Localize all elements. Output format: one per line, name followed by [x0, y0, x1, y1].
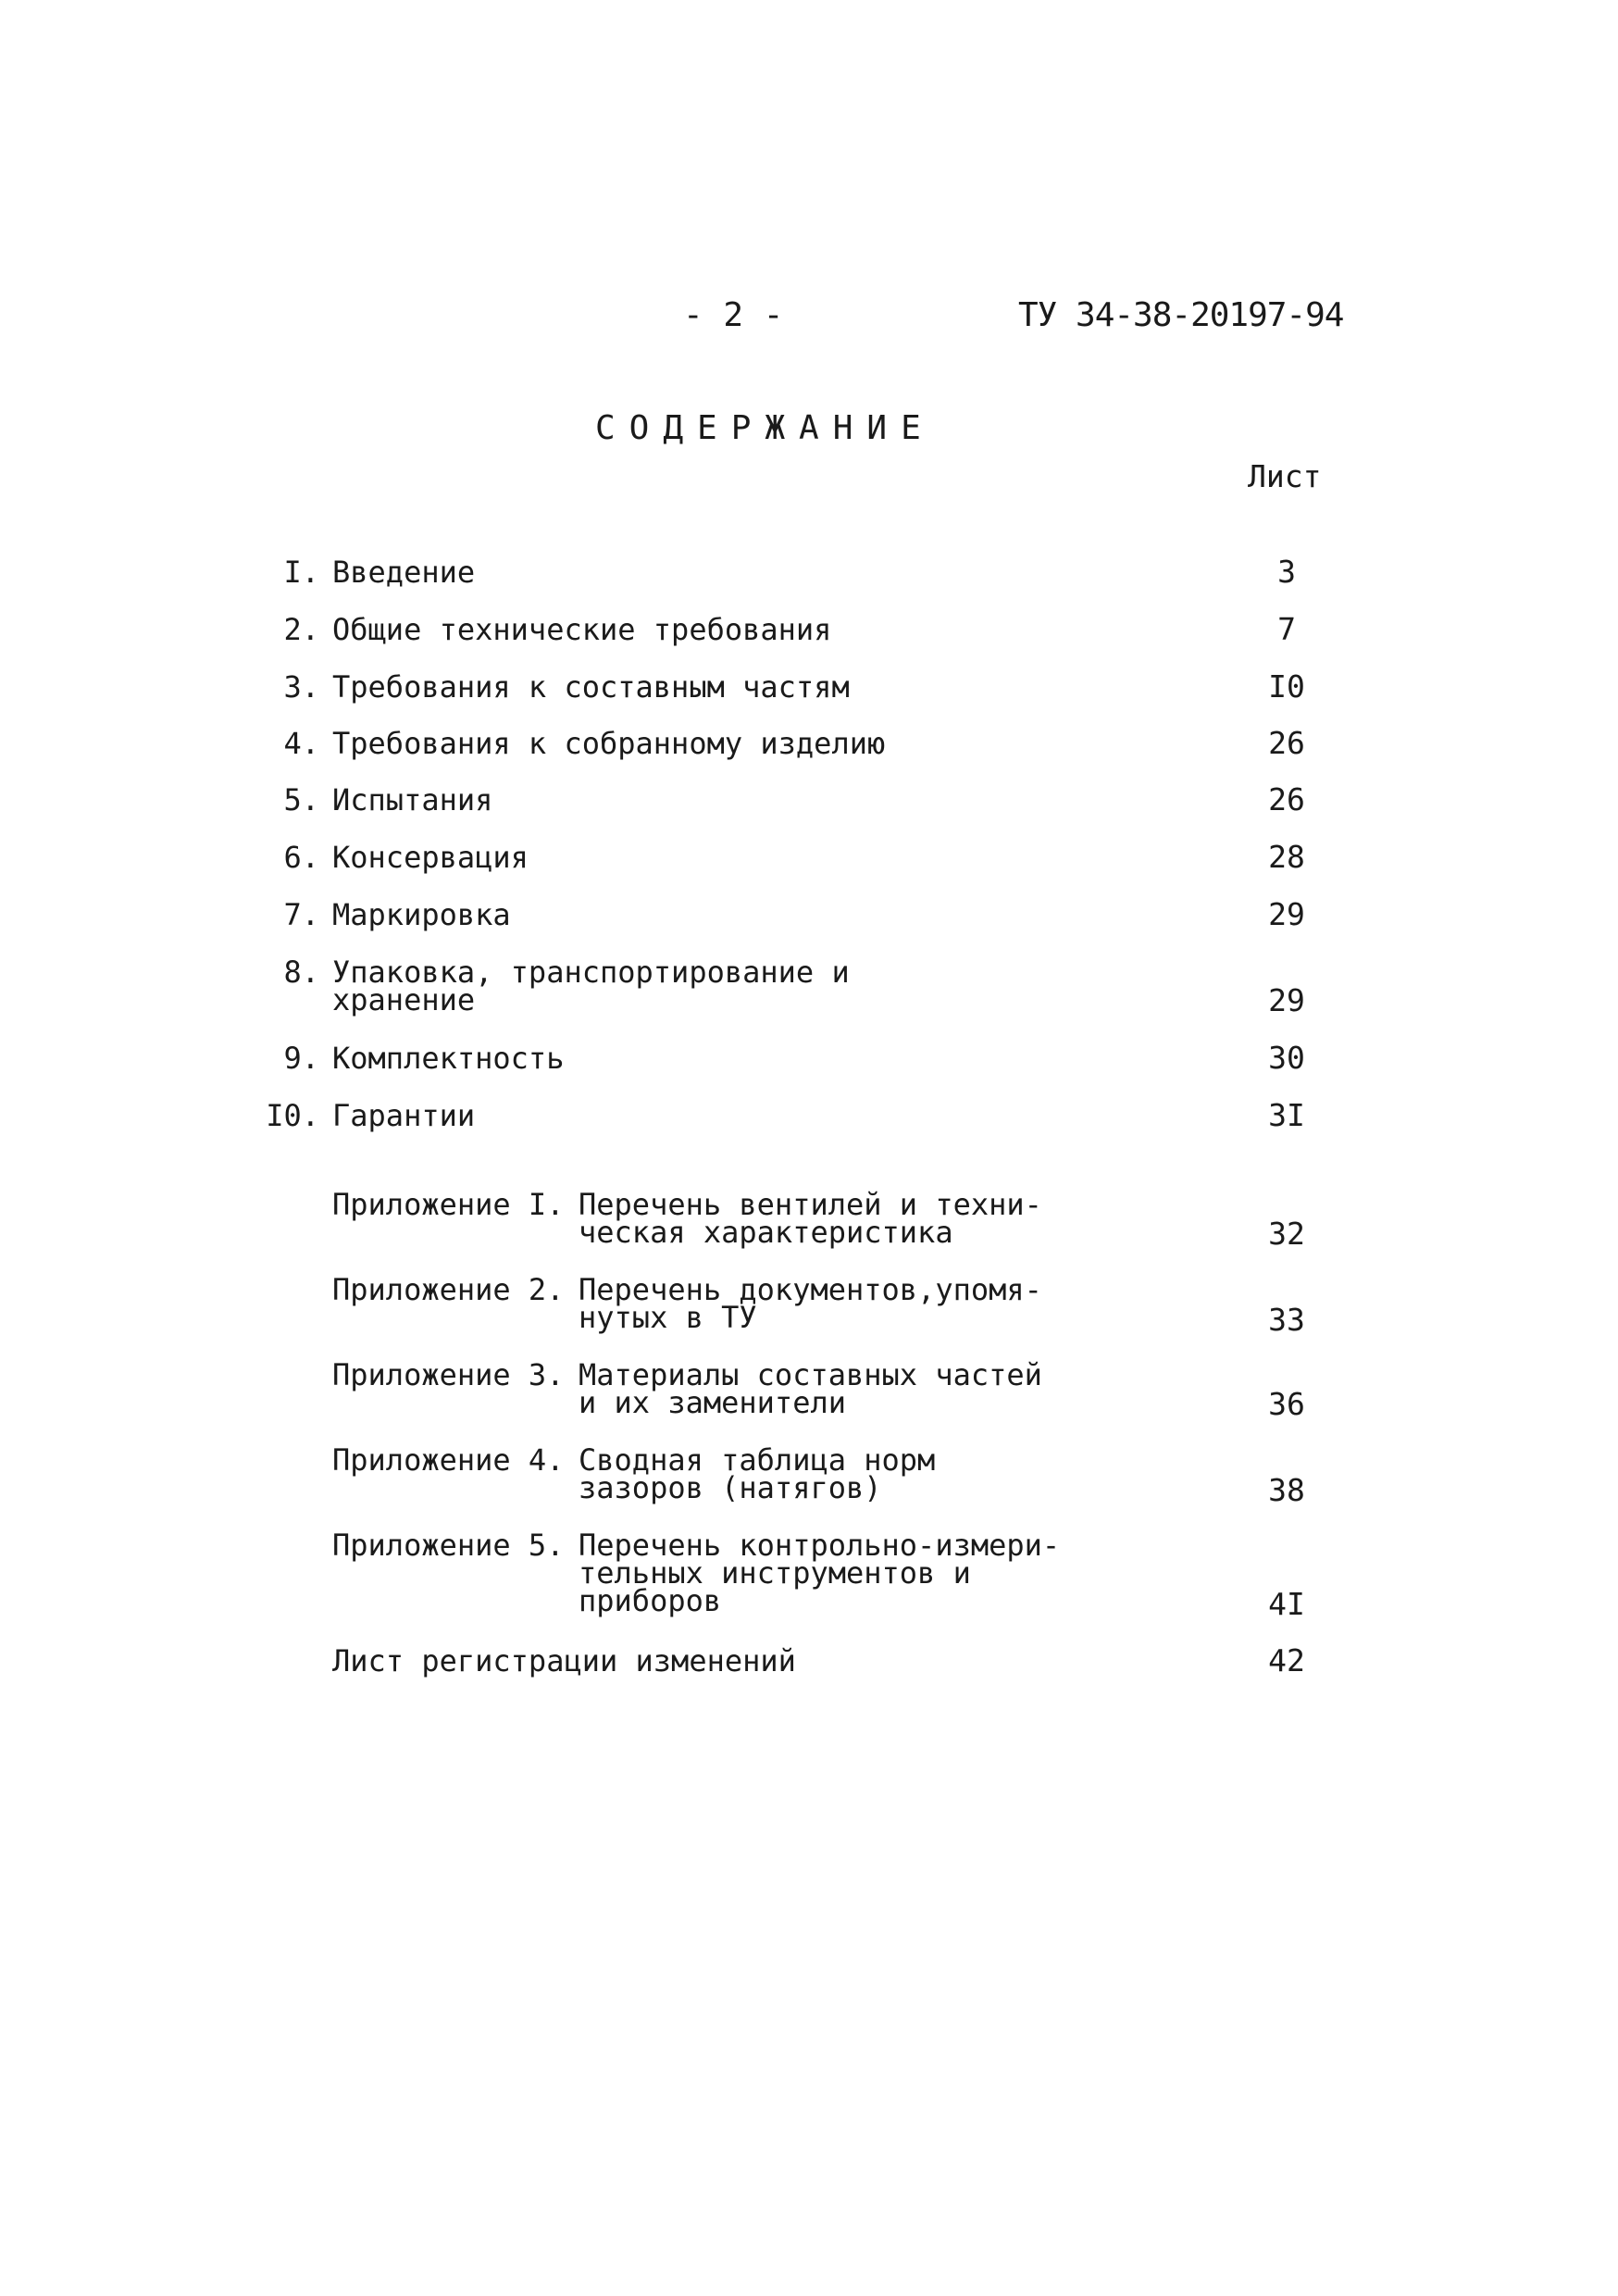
toc-item-page: 3: [1277, 554, 1296, 590]
appendix-page: 33: [1268, 1302, 1305, 1338]
toc-item-title: Консервация: [332, 840, 529, 875]
document-code: ТУ 34-38-20197-94: [1018, 296, 1344, 334]
toc-item-number: 6.: [283, 840, 319, 875]
appendix-page: 38: [1268, 1472, 1305, 1508]
toc-item-title: Требования к собранному изделию: [332, 726, 886, 761]
toc-item-page: 26: [1268, 725, 1305, 761]
toc-item-number: I0.: [266, 1098, 319, 1133]
contents-heading: СОДЕРЖАНИЕ: [595, 409, 935, 447]
toc-item-title: Комплектность: [332, 1041, 565, 1076]
toc-item-page: 29: [1268, 982, 1305, 1018]
changes-sheet-title: Лист регистрации изменений: [332, 1643, 796, 1678]
appendix-label: Приложение 2.: [332, 1272, 565, 1307]
sheet-column-label: Лист: [1248, 458, 1322, 494]
appendix-description: Перечень контрольно-измери- тельных инструментов и приборов: [579, 1528, 1061, 1618]
appendix-description: Перечень вентилей и техни- ческая характеристика: [579, 1187, 1042, 1250]
toc-item-title: Упаковка, транспортирование и хранение: [332, 955, 850, 1017]
toc-item-title: Общие технические требования: [332, 612, 832, 647]
appendix-label: Приложение I.: [332, 1187, 565, 1222]
appendix-page: 32: [1268, 1216, 1305, 1252]
appendix-page: 36: [1268, 1386, 1305, 1422]
toc-item-page: 26: [1268, 781, 1305, 817]
appendix-description: Материалы составных частей и их заменители: [579, 1357, 1042, 1420]
toc-item-title: Требования к составным частям: [332, 669, 850, 705]
toc-item-title: Гарантии: [332, 1098, 476, 1133]
toc-item-page: 30: [1268, 1040, 1305, 1076]
appendix-label: Приложение 4.: [332, 1442, 565, 1478]
appendix-label: Приложение 3.: [332, 1357, 565, 1392]
toc-item-page: 29: [1268, 896, 1305, 932]
page-number: - 2 -: [683, 296, 784, 334]
toc-item-number: 7.: [283, 897, 319, 932]
changes-sheet-page: 42: [1268, 1642, 1305, 1678]
appendix-description: Перечень документов,упомя- нутых в ТУ: [579, 1272, 1042, 1335]
toc-item-page: 28: [1268, 839, 1305, 875]
toc-item-number: 2.: [283, 612, 319, 647]
toc-item-number: 4.: [283, 726, 319, 761]
toc-item-page: 7: [1277, 611, 1296, 647]
toc-item-number: 3.: [283, 669, 319, 705]
toc-item-number: 9.: [283, 1041, 319, 1076]
toc-item-title: Испытания: [332, 782, 493, 817]
appendix-description: Сводная таблица норм зазоров (натягов): [579, 1442, 936, 1505]
toc-item-page: I0: [1268, 668, 1305, 705]
toc-item-number: 8.: [283, 955, 319, 990]
toc-item-number: I.: [283, 555, 319, 590]
appendix-page: 4I: [1268, 1586, 1305, 1622]
toc-item-title: Маркировка: [332, 897, 511, 932]
toc-item-number: 5.: [283, 782, 319, 817]
appendix-label: Приложение 5.: [332, 1528, 565, 1563]
toc-item-page: 3I: [1268, 1097, 1305, 1133]
toc-item-title: Введение: [332, 555, 476, 590]
